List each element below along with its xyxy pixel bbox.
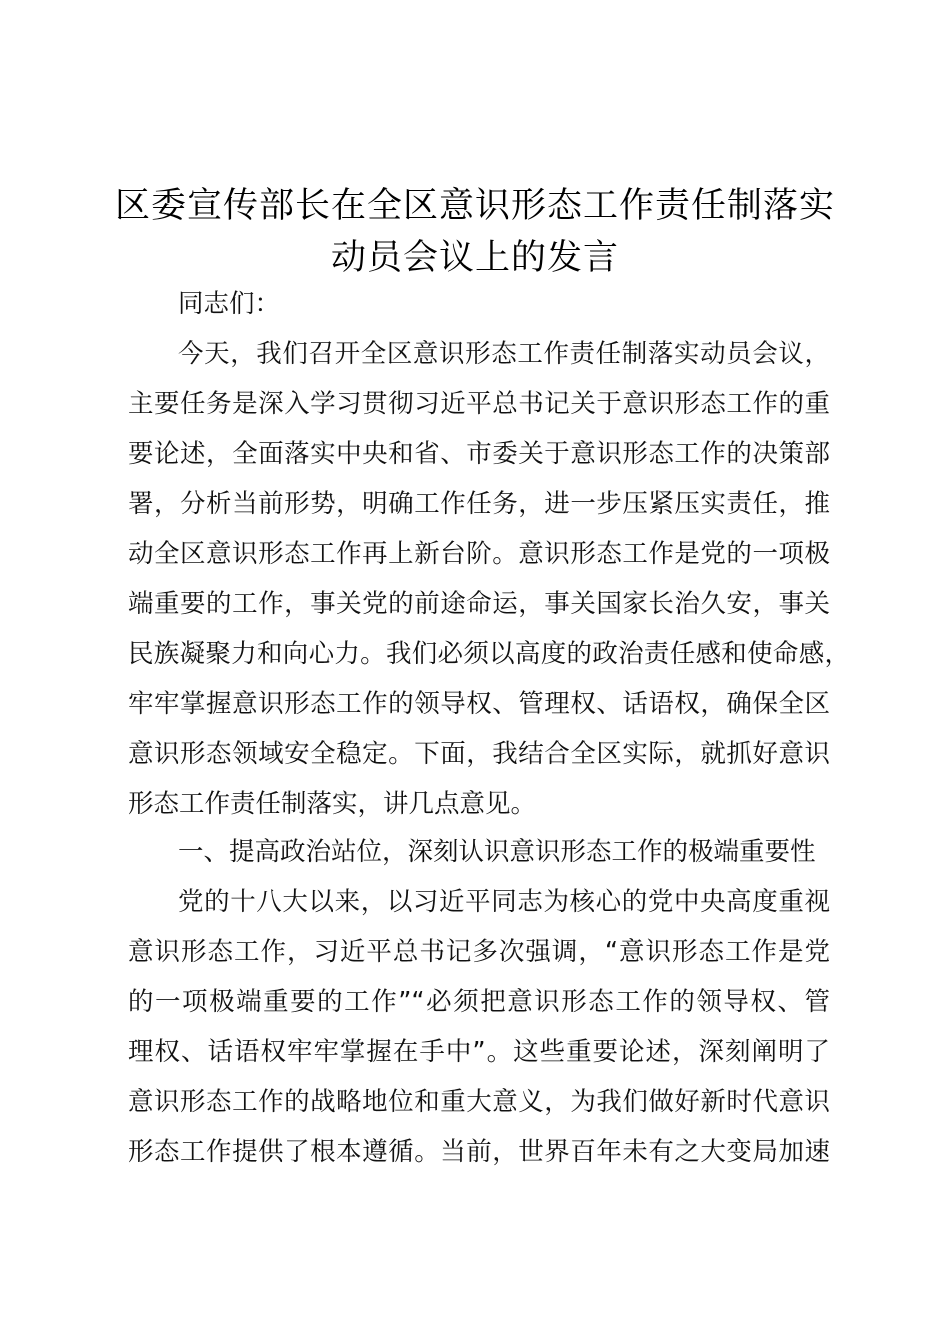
document-title-line-1: 区委宣传部长在全区意识形态工作责任制落实	[114, 186, 835, 226]
document-title-line-2: 动员会议上的发言	[330, 238, 619, 278]
paragraph-2-line: 意识形态工作，习近平总书记多次强调，“意识形态工作是党	[128, 937, 830, 967]
paragraph-1-line: 今天，我们召开全区意识形态工作责任制落实动员会议，	[178, 339, 830, 369]
paragraph-1-line: 主要任务是深入学习贯彻习近平总书记关于意识形态工作的重	[128, 389, 830, 419]
paragraph-1-line: 牢牢掌握意识形态工作的领导权、管理权、话语权，确保全区	[128, 689, 830, 719]
paragraph-1-line: 民族凝聚力和向心力。我们必须以高度的政治责任感和使命感，	[128, 639, 850, 669]
paragraph-1-line: 端重要的工作，事关党的前途命运，事关国家长治久安，事关	[128, 589, 830, 619]
paragraph-1-line: 形态工作责任制落实，讲几点意见。	[128, 789, 537, 819]
paragraph-1-line: 动全区意识形态工作再上新台阶。意识形态工作是党的一项极	[128, 539, 830, 569]
paragraph-2-line: 意识形态工作的战略地位和重大意义，为我们做好新时代意识	[128, 1087, 830, 1117]
paragraph-2-line: 形态工作提供了根本遵循。当前，世界百年未有之大变局加速	[128, 1137, 830, 1167]
paragraph-1-line: 要论述，全面落实中央和省、市委关于意识形态工作的决策部	[128, 439, 830, 469]
paragraph-2-line: 党的十八大以来，以习近平同志为核心的党中央高度重视	[178, 887, 830, 917]
paragraph-2-line: 的一项极端重要的工作”“必须把意识形态工作的领导权、管	[128, 987, 830, 1017]
paragraph-1-line: 署，分析当前形势，明确工作任务，进一步压紧压实责任，推	[128, 489, 830, 519]
paragraph-1-line: 意识形态领域安全稳定。下面，我结合全区实际，就抓好意识	[128, 739, 830, 769]
paragraph-2-line: 理权、话语权牢牢掌握在手中”。这些重要论述，深刻阐明了	[128, 1037, 830, 1067]
salutation: 同志们：	[178, 289, 281, 319]
section-heading: 一、提高政治站位，深刻认识意识形态工作的极端重要性	[178, 837, 816, 867]
